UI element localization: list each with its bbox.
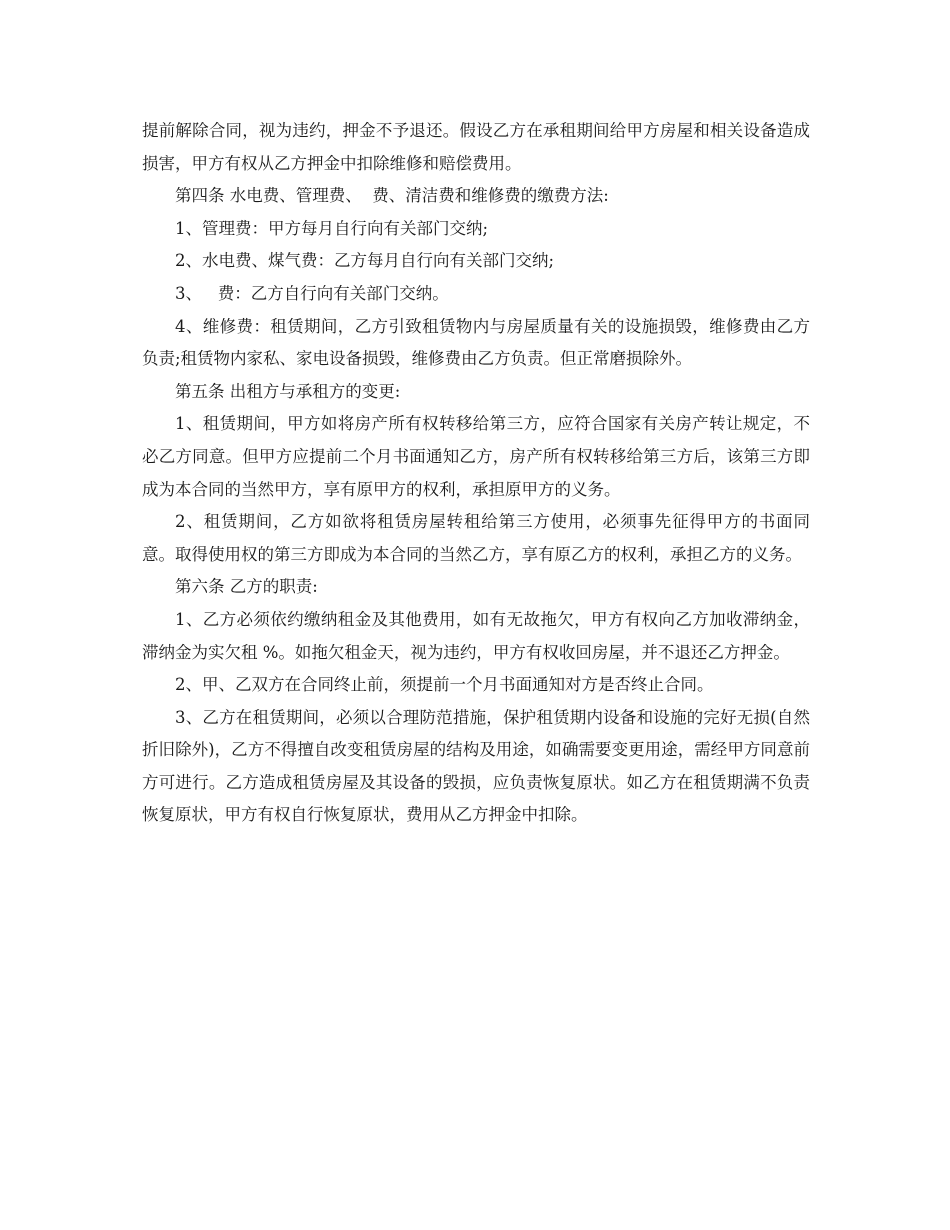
- paragraph-continuation: 提前解除合同，视为违约，押金不予退还。假设乙方在承租期间给甲方房屋和相关设备造成损害，甲方有权从乙方押金中扣除维修和赔偿费用。: [142, 121, 810, 173]
- article-5-item-1: 1、租赁期间，甲方如将房产所有权转移给第三方，应符合国家有关房产转让规定，不必乙方同意。但甲方应提前二个月书面通知乙方，房产所有权转移给第三方后，该第三方即成为本合同的当然甲方，享有原甲方的权利，承担原甲方的义务。: [142, 414, 810, 499]
- article-4-item-1: 1、管理费：甲方每月自行向有关部门交纳;: [175, 218, 489, 238]
- article-4-item-3: 3、 费：乙方自行向有关部门交纳。: [175, 283, 449, 303]
- article-6-item-2: 2、甲、乙双方在合同终止前，须提前一个月书面通知对方是否终止合同。: [175, 675, 714, 695]
- article-4-heading: 第四条 水电费、管理费、 费、清洁费和维修费的缴费方法:: [175, 186, 609, 206]
- article-6-item-3: 3、乙方在租赁期间，必须以合理防范措施，保护租赁期内设备和设施的完好无损(自然折旧除外)，乙方不得擅自改变租赁房屋的结构及用途，如确需要变更用途，需经甲方同意前方可进行。乙方造成租赁房屋及其设备的毁损，应负责恢复原状。如乙方在租赁期满不负责恢复原状，甲方有权自行恢复原状，费用从乙方押金中扣除。: [142, 707, 810, 825]
- article-6-item-1: 1、乙方必须依约缴纳租金及其他费用，如有无故拖欠，甲方有权向乙方加收滞纳金，滞纳金为实欠租 %。如拖欠租金天，视为违约，甲方有权收回房屋，并不退还乙方押金。: [142, 609, 810, 662]
- document-body: [142, 115, 810, 832]
- article-4-item-4: 4、维修费：租赁期间，乙方引致租赁物内与房屋质量有关的设施损毁，维修费由乙方负责;租赁物内家私、家电设备损毁，维修费由乙方负责。但正常磨损除外。: [142, 316, 810, 369]
- article-4-item-2: 2、水电费、煤气费：乙方每月自行向有关部门交纳;: [175, 251, 555, 271]
- article-5-heading: 第五条 出租方与承租方的变更:: [175, 381, 401, 401]
- article-5-item-2: 2、租赁期间，乙方如欲将租赁房屋转租给第三方使用，必须事先征得甲方的书面同意。取得使用权的第三方即成为本合同的当然乙方，享有原乙方的权利，承担乙方的义务。: [142, 512, 810, 564]
- article-6-heading: 第六条 乙方的职责:: [175, 577, 318, 597]
